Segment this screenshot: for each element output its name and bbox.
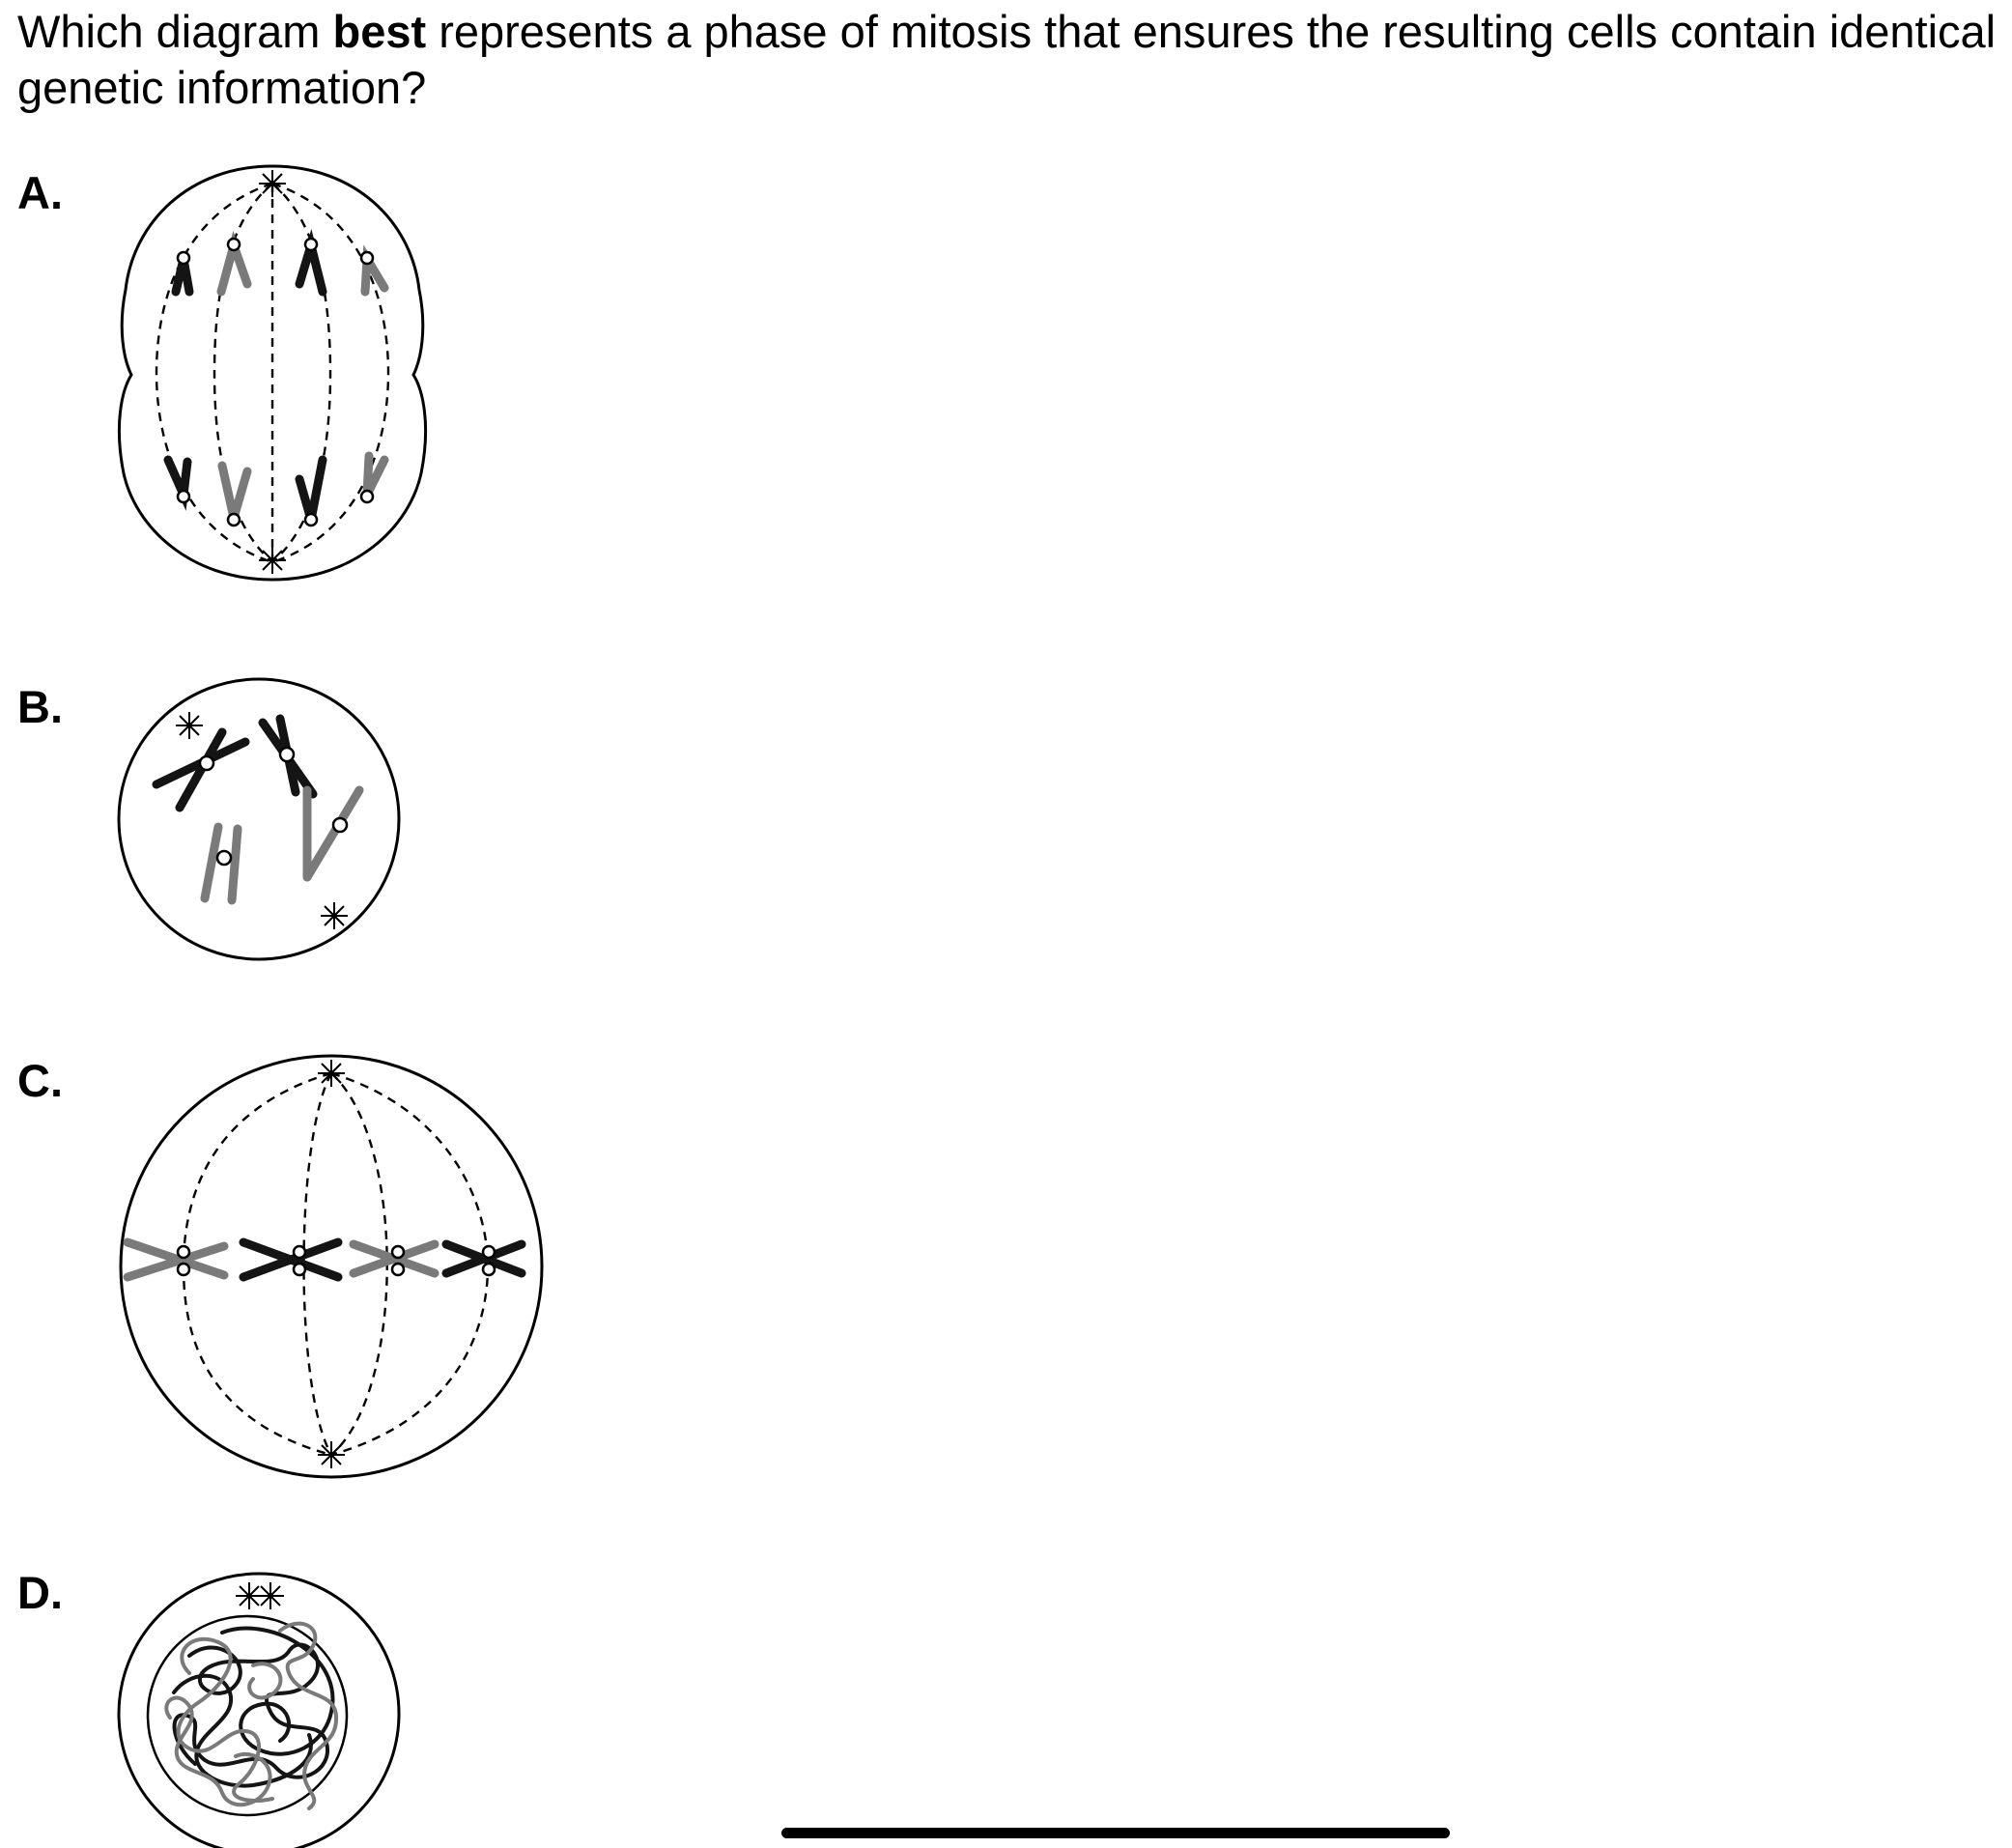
- spindle-fibers: [184, 1073, 488, 1455]
- question-text: Which diagram best represents a phase of mitosis that ensures the resulting cells contain identical genetic information?: [17, 6, 1997, 113]
- option-d-label[interactable]: D.: [17, 1567, 63, 1618]
- chromatid-light: [205, 827, 218, 898]
- centromere: [483, 1246, 495, 1258]
- centromere: [305, 239, 317, 250]
- centriole-aster: [318, 1441, 345, 1468]
- diagram-c-metaphase[interactable]: [121, 1056, 542, 1477]
- chromatid-dark: [299, 460, 323, 520]
- centromere: [178, 252, 189, 264]
- centromere: [483, 1264, 495, 1275]
- centromere: [361, 252, 373, 264]
- centromere: [178, 1246, 189, 1258]
- chromatid-light: [221, 245, 247, 292]
- centromere: [361, 491, 373, 502]
- centromere: [294, 1246, 305, 1258]
- option-a-label[interactable]: A.: [17, 167, 63, 218]
- centriole-aster: [257, 1582, 284, 1609]
- centriole-aster: [259, 547, 286, 574]
- centromere: [178, 1264, 189, 1275]
- cell-membrane: [119, 1574, 399, 1848]
- chromatid-light: [307, 790, 359, 877]
- chromatid-dark: [168, 460, 187, 495]
- chromatid-light: [367, 456, 384, 495]
- chromatin-tangle: [166, 1624, 336, 1808]
- centromere: [333, 818, 347, 832]
- question-emphasis: best: [332, 6, 427, 57]
- chromatid-dark: [299, 245, 323, 292]
- chromatid-light: [222, 466, 247, 518]
- centriole-aster: [176, 712, 203, 739]
- centromere: [280, 748, 294, 761]
- diagram-b-prophase[interactable]: [119, 679, 399, 959]
- centromere: [217, 851, 231, 865]
- centromere: [305, 514, 317, 526]
- chromatid-light: [232, 829, 238, 900]
- centriole-aster: [259, 170, 286, 197]
- centromere: [392, 1264, 404, 1275]
- diagram-d-interphase[interactable]: [119, 1574, 399, 1848]
- spindle-fibers: [156, 184, 388, 562]
- centriole-aster: [321, 902, 348, 929]
- centromere: [228, 514, 240, 526]
- diagram-a-anaphase[interactable]: [119, 166, 425, 580]
- centromere: [178, 491, 189, 502]
- option-b-label[interactable]: B.: [17, 681, 63, 732]
- option-c-label[interactable]: C.: [17, 1055, 63, 1106]
- centromere: [392, 1246, 404, 1258]
- centromere: [200, 756, 213, 770]
- centromere: [294, 1264, 305, 1275]
- home-indicator[interactable]: [781, 1828, 1450, 1838]
- centriole-aster: [318, 1060, 345, 1087]
- centromere: [228, 239, 240, 250]
